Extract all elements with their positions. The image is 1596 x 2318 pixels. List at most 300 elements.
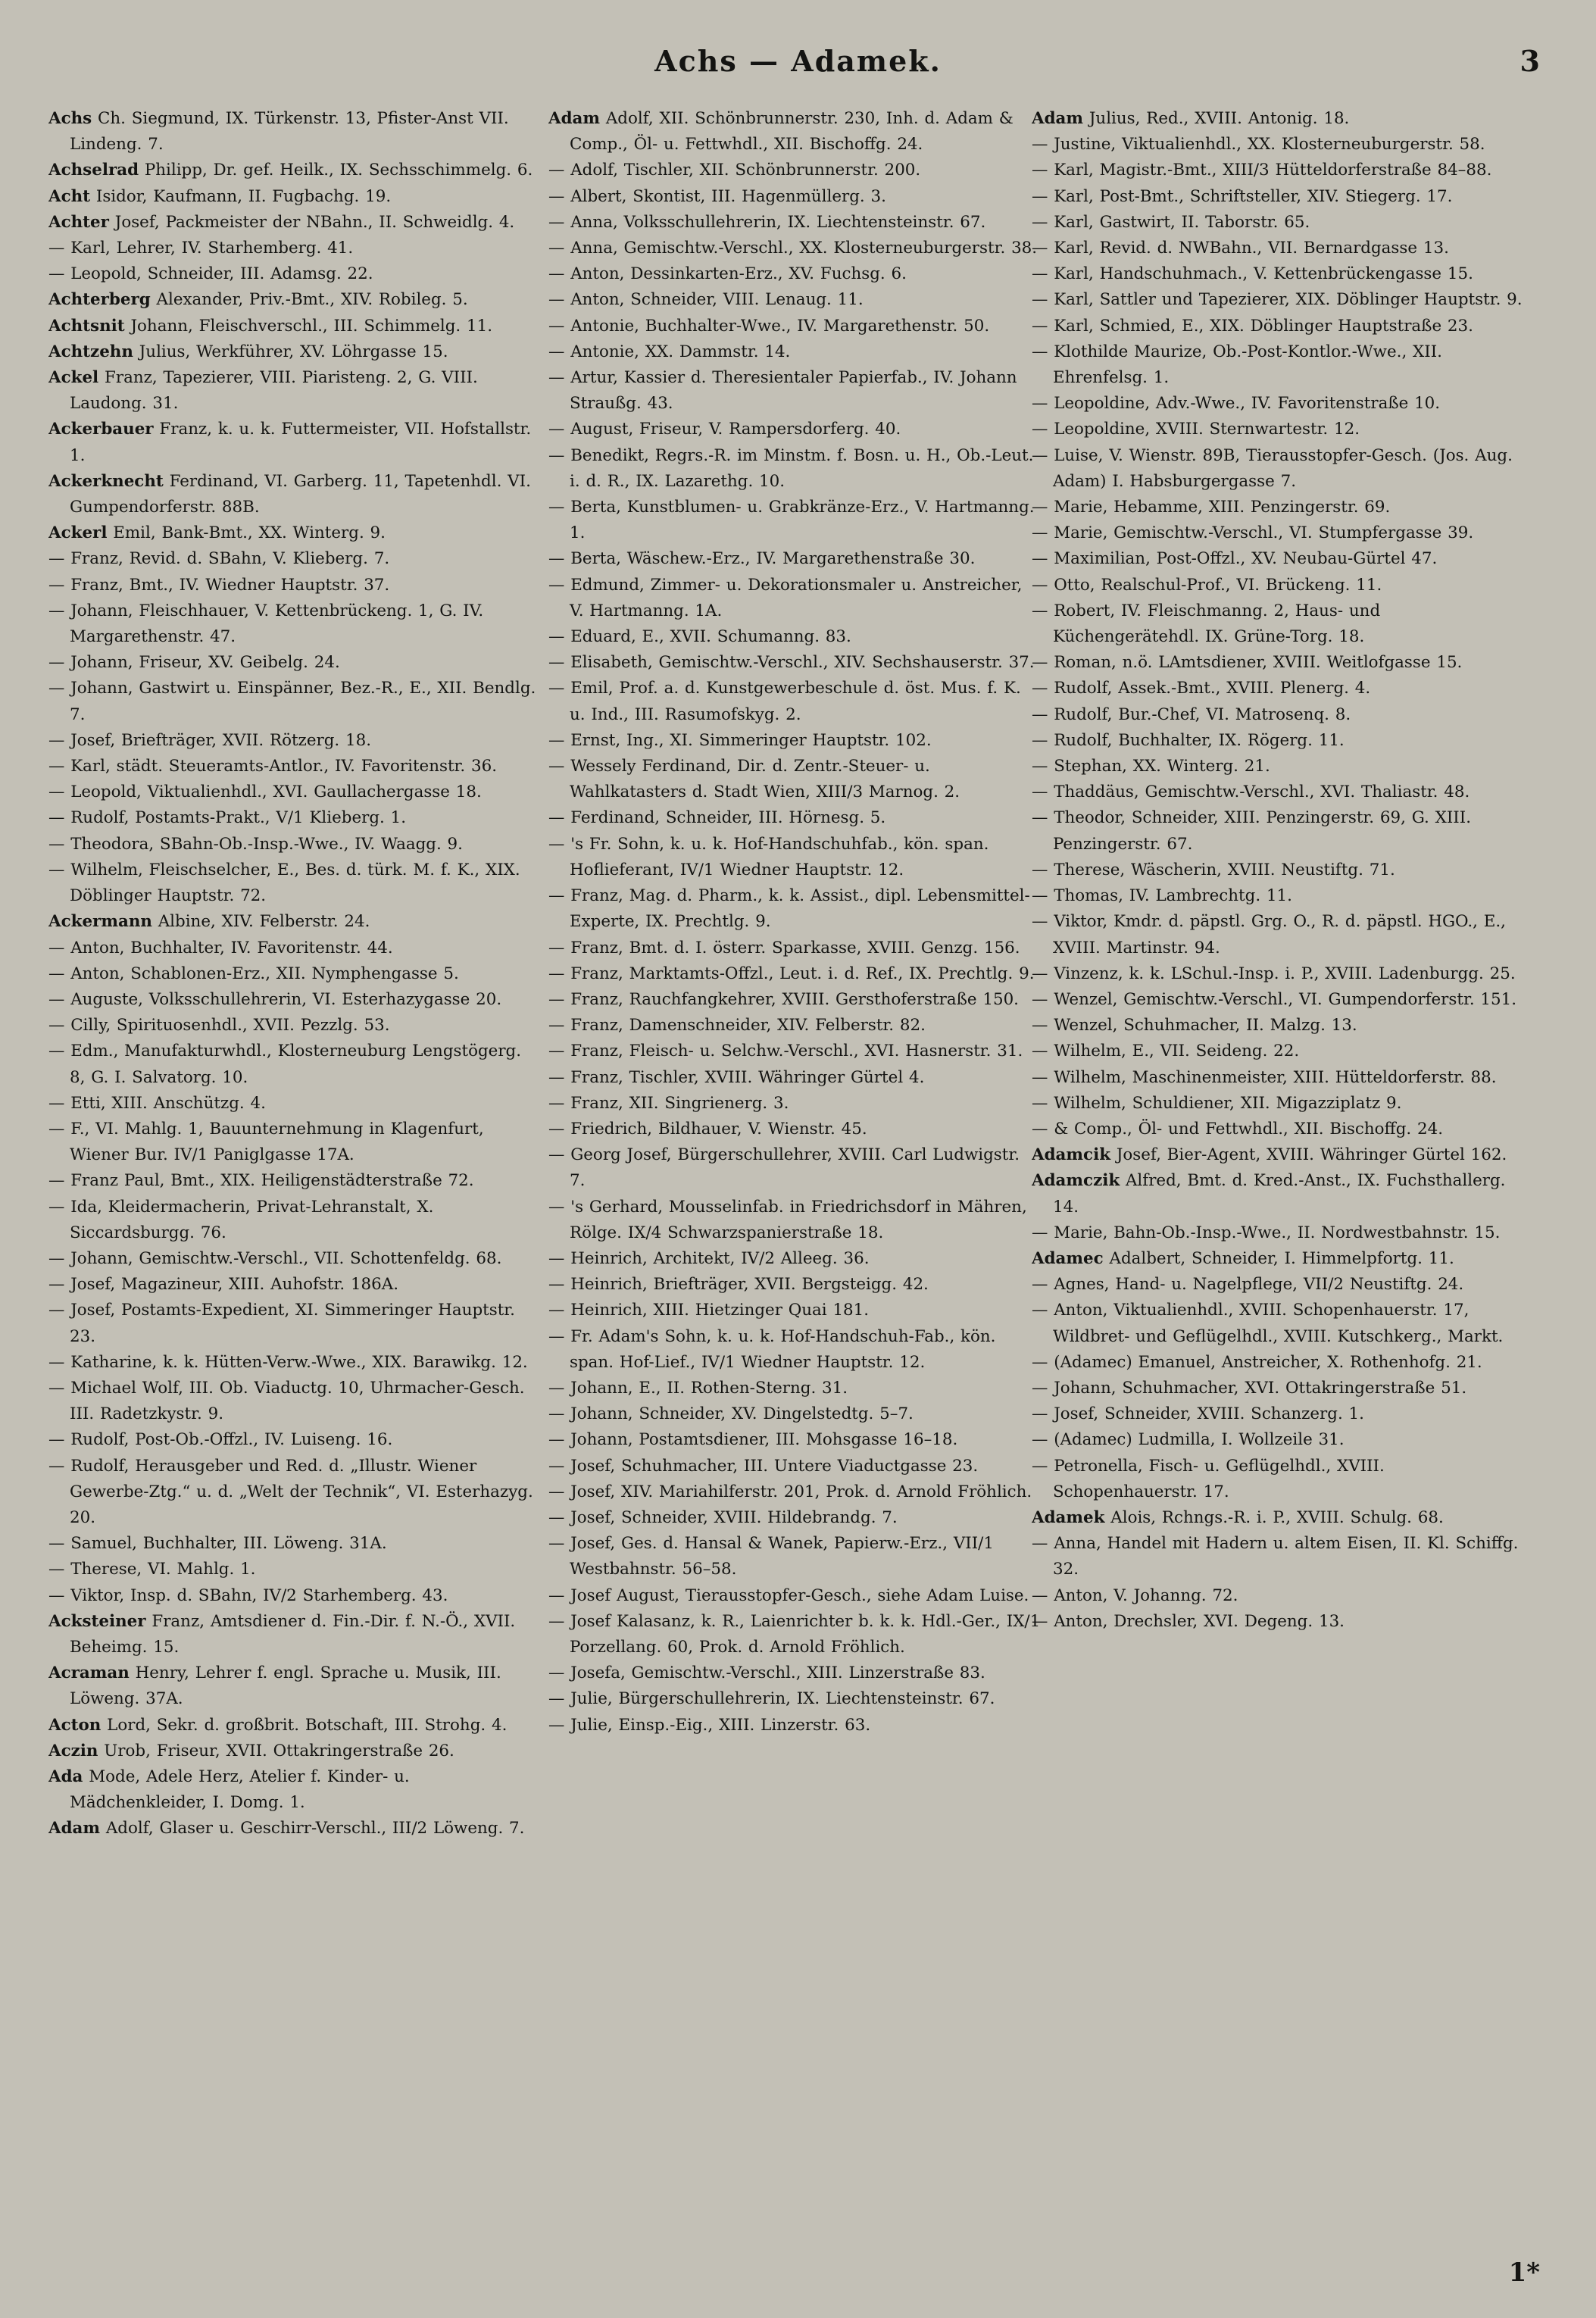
directory-entry (548, 236, 1041, 261)
directory-entry (548, 495, 1041, 546)
directory-entry (548, 1505, 1041, 1531)
entry-surname: Acraman (48, 1664, 130, 1683)
directory-entry (1032, 883, 1524, 909)
entry-text: Adolf, XII. Schönbrunnerstr. 230, Inh. d. Adam & Comp., Öl- u. Fettwhdl., XII. Bischoffg. 24. (570, 109, 1014, 155)
entry-text: — Cilly, Spirituosenhdl., XVII. Pezzlg. 53. (48, 1016, 390, 1036)
directory-entry (1032, 987, 1524, 1013)
directory-entry (48, 832, 541, 858)
entry-text: — Josef, Schneider, XVIII. Hildebrandg. 7. (548, 1507, 898, 1527)
directory-entry (1032, 1401, 1524, 1427)
directory-entry (548, 546, 1041, 572)
entry-text: — Josef, Schuhmacher, III. Untere Viaductgasse 23. (548, 1456, 979, 1476)
directory-entry (48, 1660, 541, 1712)
directory-entry (48, 106, 541, 158)
running-head: Achs — Adamek. (654, 44, 942, 78)
directory-entry (1032, 184, 1524, 210)
entry-text: — Johann, Gemischtw.-Verschl., VII. Schottenfeldg. 68. (48, 1248, 502, 1268)
entry-text: — August, Friseur, V. Rampersdorferg. 40. (548, 420, 901, 439)
entry-text: — Rudolf, Bur.-Chef, VI. Matrosenq. 8. (1032, 704, 1351, 724)
directory-entry (1032, 443, 1524, 495)
entry-text: — Leopold, Schneider, III. Adamsg. 22. (48, 264, 373, 284)
directory-entry (48, 1350, 541, 1376)
entry-text: — Elisabeth, Gemischtw.-Verschl., XIV. Sechshauserstr. 37. (548, 653, 1035, 673)
entry-text: — Wilhelm, E., VII. Seideng. 22. (1032, 1042, 1300, 1061)
entry-text: — Ferdinand, Schneider, III. Hörnesg. 5. (548, 808, 886, 828)
directory-entry (1032, 546, 1524, 572)
directory-entry (548, 1660, 1041, 1686)
directory-entry (1032, 1427, 1524, 1453)
entry-text: — Anton, Dessinkarten-Erz., XV. Fuchsg. 6. (548, 264, 907, 284)
directory-entry (48, 1764, 541, 1816)
entry-text: — Johann, Schneider, XV. Dingelstedtg. 5–7. (548, 1404, 914, 1424)
directory-entry (548, 1713, 1041, 1738)
directory-entry (548, 1401, 1041, 1427)
directory-entry (48, 1531, 541, 1557)
entry-text: — Josef August, Tierausstopfer-Gesch., siehe Adam Luise. (548, 1585, 1029, 1605)
entry-text: Henry, Lehrer f. engl. Sprache u. Musik, III. Löweng. 37A. (70, 1664, 501, 1709)
entry-text: — Heinrich, XIII. Hietzinger Quai 181. (548, 1301, 870, 1320)
entry-text: — Etti, XIII. Anschützg. 4. (48, 1093, 266, 1113)
directory-entry (1032, 858, 1524, 883)
entry-text: — Josef, Postamts-Expedient, XI. Simmeringer Hauptstr. 23. (48, 1301, 515, 1346)
entry-text: — Josef, Magazineur, XIII. Auhofstr. 186A. (48, 1275, 399, 1295)
entry-text: — Johann, E., II. Rothen-Sterng. 31. (548, 1378, 848, 1398)
entry-text: — Franz, Marktamts-Offzl., Leut. i. d. Ref., IX. Prechtlg. 9. (548, 964, 1035, 983)
entry-text: — Karl, Handschuhmach., V. Kettenbrückengasse 15. (1032, 264, 1473, 284)
directory-entry (48, 676, 541, 727)
directory-entry (548, 832, 1041, 883)
directory-entry (548, 1065, 1041, 1091)
directory-entry (1032, 702, 1524, 728)
entry-text: — Marie, Gemischtw.-Verschl., VI. Stumpfergasse 39. (1032, 523, 1474, 543)
directory-entry (48, 805, 541, 831)
directory-entry (1032, 1220, 1524, 1246)
entry-text: Urob, Friseur, XVII. Ottakringerstraße 26. (104, 1741, 454, 1760)
entry-text: — Karl, Revid. d. NWBahn., VII. Bernardgasse 13. (1032, 239, 1449, 258)
entry-text: — Otto, Realschul-Prof., VI. Brückeng. 11. (1032, 575, 1382, 595)
column-middle (548, 106, 1041, 2288)
directory-entry (48, 987, 541, 1013)
entry-text: — Franz, Tischler, XVIII. Währinger Gürtel 4. (548, 1067, 925, 1087)
entry-text: — Wenzel, Schuhmacher, II. Malzg. 13. (1032, 1016, 1357, 1036)
directory-entry (548, 805, 1041, 831)
directory-entry (1032, 1505, 1524, 1531)
directory-entry (548, 987, 1041, 1013)
entry-text: — Katharine, k. k. Hütten-Verw.-Wwe., XIX. Barawikg. 12. (48, 1352, 528, 1372)
directory-entry (548, 1531, 1041, 1582)
entry-text: — Stephan, XX. Winterg. 21. (1032, 757, 1270, 776)
directory-entry (1032, 1454, 1524, 1505)
entry-text: — Leopold, Viktualienhdl., XVI. Gaullachergasse 18. (48, 783, 482, 802)
entry-text: — Franz, Bmt., IV. Wiedner Hauptstr. 37. (48, 575, 390, 595)
entry-text: — Rudolf, Postamts-Prakt., V/1 Klieberg. 1. (48, 808, 407, 828)
directory-entry (48, 365, 541, 417)
directory-entry (1032, 1298, 1524, 1349)
directory-entry (548, 417, 1041, 442)
directory-entry (48, 573, 541, 598)
directory-entry (48, 314, 541, 339)
entry-text: — Robert, IV. Fleischmanng. 2, Haus- und Küchengerätehdl. IX. Grüne-Torg. 18. (1032, 601, 1381, 647)
entry-text: — Adolf, Tischler, XII. Schönbrunnerstr. 200. (548, 161, 921, 180)
entry-text: Alois, Rchngs.-R. i. P., XVIII. Schulg. 68. (1110, 1507, 1444, 1527)
entry-surname: Ackel (48, 368, 99, 388)
entry-text: — Julie, Einsp.-Eig., XIII. Linzerstr. 63. (548, 1715, 871, 1735)
directory-entry (48, 909, 541, 935)
entry-text: Josef, Packmeister der NBahn., II. Schweidlg. 4. (114, 212, 515, 232)
entry-text: — Albert, Skontist, III. Hagenmüllerg. 3. (548, 186, 886, 206)
directory-entry (48, 287, 541, 313)
entry-surname: Adamcik (1032, 1145, 1111, 1165)
directory-entry (548, 339, 1041, 365)
entry-surname: Adamczik (1032, 1171, 1120, 1191)
directory-entry (1032, 961, 1524, 987)
directory-entry (548, 184, 1041, 210)
directory-entry (48, 1713, 541, 1738)
entry-text: Julius, Werkführer, XV. Löhrgasse 15. (139, 342, 448, 361)
directory-entry (48, 339, 541, 365)
directory-entry (48, 1246, 541, 1272)
directory-entry (48, 1272, 541, 1298)
entry-text: — Anton, Viktualienhdl., XVIII. Schopenhauerstr. 17, Wildbret- und Geflügelhdl., XVIII. Kutschkerg., Markt. (1032, 1301, 1504, 1346)
directory-entry (48, 779, 541, 805)
directory-entry (48, 728, 541, 754)
directory-entry (548, 158, 1041, 183)
directory-entry (1032, 754, 1524, 779)
directory-entry (548, 1272, 1041, 1298)
directory-entry (48, 469, 541, 520)
directory-entry (48, 236, 541, 261)
entry-text: — Karl, städt. Steueramts-Antlor., IV. Favoritenstr. 36. (48, 757, 498, 776)
entry-surname: Achselrad (48, 161, 139, 180)
entry-text: — Auguste, Volksschullehrerin, VI. Esterhazygasse 20. (48, 989, 502, 1009)
entry-text: — Samuel, Buchhalter, III. Löweng. 31A. (48, 1534, 387, 1554)
entry-surname: Achtsnit (48, 316, 125, 336)
directory-entry (1032, 495, 1524, 520)
entry-surname: Achtzehn (48, 342, 133, 361)
entry-text: — Wenzel, Gemischtw.-Verschl., VI. Gumpendorferstr. 151. (1032, 989, 1517, 1009)
directory-entry (48, 261, 541, 287)
directory-entry (548, 883, 1041, 935)
column-right (1032, 106, 1524, 2288)
directory-entry (548, 287, 1041, 313)
entry-text: — Anton, Schneider, VIII. Lenaug. 11. (548, 290, 864, 310)
entry-surname: Ackerl (48, 523, 108, 543)
entry-text: — Eduard, E., XVII. Schumanng. 83. (548, 627, 851, 647)
directory-entry (1032, 391, 1524, 417)
entry-surname: Adam (48, 1819, 101, 1838)
entry-text: — Agnes, Hand- u. Nagelpflege, VII/2 Neustiftg. 24. (1032, 1275, 1464, 1295)
directory-entry (548, 1246, 1041, 1272)
entry-text: — Josef, Ges. d. Hansal & Wanek, Papierw.-Erz., VII/1 Westbahnstr. 56–58. (548, 1534, 994, 1579)
signature-mark: 1* (1508, 2257, 1540, 2288)
entry-text: — Georg Josef, Bürgerschullehrer, XVIII. Carl Ludwigstr. 7. (548, 1145, 1020, 1191)
entry-text: — Anna, Handel mit Hadern u. altem Eisen, II. Kl. Schiffg. 32. (1032, 1534, 1519, 1579)
entry-text: — Josefa, Gemischtw.-Verschl., XIII. Linzerstraße 83. (548, 1664, 985, 1683)
entry-text: — Franz, Damenschneider, XIV. Felberstr. 82. (548, 1016, 926, 1036)
entry-text: — Ernst, Ing., XI. Simmeringer Hauptstr. 102. (548, 730, 932, 750)
entry-surname: Ada (48, 1767, 83, 1786)
directory-entry (548, 1091, 1041, 1117)
directory-entry (1032, 1609, 1524, 1635)
entry-text: — Theodor, Schneider, XIII. Penzingerstr. 69, G. XIII. Penzingerstr. 67. (1032, 808, 1471, 854)
directory-entry (548, 443, 1041, 495)
entry-text: Adalbert, Schneider, I. Himmelpfortg. 11. (1109, 1248, 1454, 1268)
entry-text: — Anna, Volksschullehrerin, IX. Liechtensteinstr. 67. (548, 212, 986, 232)
directory-entry (548, 961, 1041, 987)
directory-entry (1032, 805, 1524, 857)
entry-surname: Ackerbauer (48, 420, 154, 439)
entry-text: — Anton, Drechsler, XVI. Degeng. 13. (1032, 1611, 1345, 1631)
entry-text: — Klothilde Maurize, Ob.-Post-Kontlor.-Wwe., XII. Ehrenfelsg. 1. (1032, 342, 1442, 388)
entry-text: — Rudolf, Buchhalter, IX. Rögerg. 11. (1032, 730, 1345, 750)
directory-entry (548, 1142, 1041, 1194)
entry-text: Albine, XIV. Felberstr. 24. (158, 912, 370, 932)
entry-text: — Leopoldine, Adv.-Wwe., IV. Favoritenstraße 10. (1032, 394, 1441, 414)
entry-text: Alexander, Priv.-Bmt., XIV. Robileg. 5. (156, 290, 468, 310)
entry-text: — Franz, Fleisch- u. Selchw.-Verschl., XVI. Hasnerstr. 31. (548, 1042, 1023, 1061)
entry-text: — Karl, Magistr.-Bmt., XIII/3 Hütteldorferstraße 84–88. (1032, 161, 1492, 180)
entry-text: Josef, Bier-Agent, XVIII. Währinger Gürtel 162. (1116, 1145, 1507, 1165)
entry-text: — (Adamec) Emanuel, Anstreicher, X. Rothenhofg. 21. (1032, 1352, 1482, 1372)
directory-entry (548, 365, 1041, 417)
directory-entry (548, 314, 1041, 339)
entry-text: — Emil, Prof. a. d. Kunstgewerbeschule d. öst. Mus. f. K. u. Ind., III. Rasumofskyg. 2. (548, 679, 1021, 724)
entry-text: — Karl, Gastwirt, II. Taborstr. 65. (1032, 212, 1310, 232)
entry-text: Johann, Fleischverschl., III. Schimmelg. 11. (130, 316, 493, 336)
directory-entry (548, 1583, 1041, 1609)
entry-text: — Anton, V. Johanng. 72. (1032, 1585, 1238, 1605)
entry-text: — Antonie, Buchhalter-Wwe., IV. Margarethenstr. 50. (548, 316, 990, 336)
directory-entry (1032, 210, 1524, 236)
directory-entry (1032, 236, 1524, 261)
directory-entry (548, 573, 1041, 624)
entry-text: — Luise, V. Wienstr. 89B, Tierausstopfer-Gesch. (Jos. Aug. Adam) I. Habsburgergasse 7. (1032, 445, 1513, 491)
entry-text: — Edmund, Zimmer- u. Dekorationsmaler u. Anstreicher, V. Hartmanng. 1A. (548, 575, 1023, 620)
directory-entry (548, 1117, 1041, 1142)
entry-text: — Therese, VI. Mahlg. 1. (48, 1560, 256, 1579)
directory-entry (48, 598, 541, 650)
directory-entry (548, 1013, 1041, 1039)
entry-text: — Petronella, Fisch- u. Geflügelhdl., XVIII. Schopenhauerstr. 17. (1032, 1456, 1385, 1501)
entry-surname: Achterberg (48, 290, 151, 310)
entry-text: — Anton, Buchhalter, IV. Favoritenstr. 44. (48, 938, 393, 958)
entry-text: Emil, Bank-Bmt., XX. Winterg. 9. (113, 523, 386, 543)
entry-text: — Berta, Kunstblumen- u. Grabkränze-Erz., V. Hartmanng. 1. (548, 498, 1035, 543)
entry-text: Franz, Tapezierer, VIII. Piaristeng. 2, G. VIII. Laudong. 31. (70, 368, 478, 414)
entry-text: — Roman, n.ö. LAmtsdiener, XVIII. Weitlofgasse 15. (1032, 653, 1463, 673)
entry-surname: Achs (48, 109, 92, 128)
directory-entry (1032, 573, 1524, 598)
directory-entry (48, 520, 541, 546)
entry-text: Adolf, Glaser u. Geschirr-Verschl., III/2 Löweng. 7. (105, 1819, 525, 1838)
entry-text: — Wessely Ferdinand, Dir. d. Zentr.-Steuer- u. Wahlkatasters d. Stadt Wien, XIII/3 Marnog. 2. (548, 757, 960, 802)
directory-entry (1032, 676, 1524, 701)
entry-text: — Justine, Viktualienhdl., XX. Klosterneuburgerstr. 58. (1032, 135, 1485, 155)
directory-entry (1032, 1168, 1524, 1220)
directory-entry (48, 210, 541, 236)
directory-entry (548, 106, 1041, 158)
entry-text: — Anton, Schablonen-Erz., XII. Nymphengasse 5. (48, 964, 459, 983)
directory-entry (1032, 1065, 1524, 1091)
entry-surname: Adam (548, 109, 601, 128)
directory-entry (1032, 909, 1524, 961)
entry-surname: Adamek (1032, 1507, 1105, 1527)
column-left (48, 106, 541, 2288)
entry-text: — Josef, XIV. Mariahilferstr. 201, Prok. d. Arnold Fröhlich. (548, 1482, 1032, 1501)
directory-entry (548, 1039, 1041, 1064)
entry-text: — Heinrich, Architekt, IV/2 Alleeg. 36. (548, 1248, 870, 1268)
directory-entry (548, 754, 1041, 805)
entry-text: — Wilhelm, Maschinenmeister, XIII. Hütteldorferstr. 88. (1032, 1067, 1497, 1087)
entry-text: — Karl, Sattler und Tapezierer, XIX. Döblinger Hauptstr. 9. (1032, 290, 1523, 310)
entry-text: — Ida, Kleidermacherin, Privat-Lehranstalt, X. Siccardsburgg. 76. (48, 1197, 434, 1242)
directory-entry (1032, 650, 1524, 676)
directory-entry (548, 1298, 1041, 1323)
directory-entry (48, 546, 541, 572)
entry-text: — Franz, Bmt. d. I. österr. Sparkasse, XVIII. Genzg. 156. (548, 938, 1020, 958)
directory-entry (1032, 598, 1524, 650)
entry-text: — Karl, Post-Bmt., Schriftsteller, XIV. Stiegerg. 17. (1032, 186, 1453, 206)
entry-text: — 's Gerhard, Mousselinfab. in Friedrichsdorf in Mähren, Rölge. IX/4 Schwarzspanierstraße 18. (548, 1197, 1027, 1242)
directory-entry (48, 1195, 541, 1246)
directory-entry (548, 936, 1041, 961)
entry-text: — Wilhelm, Schuldiener, XII. Migazziplatz 9. (1032, 1093, 1402, 1113)
entry-text: — Josef, Schneider, XVIII. Schanzerg. 1. (1032, 1404, 1364, 1424)
page-number: 3 (1519, 44, 1540, 78)
entry-text: — Viktor, Insp. d. SBahn, IV/2 Starhemberg. 43. (48, 1585, 448, 1605)
entry-surname: Ackerknecht (48, 471, 164, 491)
entry-surname: Acht (48, 186, 91, 206)
directory-entry (48, 650, 541, 676)
directory-entry (548, 728, 1041, 754)
entry-text: — Fr. Adam's Sohn, k. u. k. Hof-Handschuh-Fab., kön. span. Hof-Lief., IV/1 Wiedner Hauptstr. 12. (548, 1326, 996, 1372)
entry-text: — Julie, Bürgerschullehrerin, IX. Liechtensteinstr. 67. (548, 1689, 995, 1709)
directory-entry (1032, 779, 1524, 805)
directory-entry (48, 961, 541, 987)
entry-text: — Wilhelm, Fleischselcher, E., Bes. d. türk. M. f. K., XIX. Döblinger Hauptstr. 72. (48, 860, 520, 906)
directory-entry (548, 1479, 1041, 1505)
directory-entry (1032, 1117, 1524, 1142)
entry-text: — & Comp., Öl- und Fettwhdl., XII. Bischoffg. 24. (1032, 1119, 1444, 1139)
directory-entry (548, 1609, 1041, 1660)
directory-entry (1032, 287, 1524, 313)
directory-entry (48, 1816, 541, 1842)
entry-text: — (Adamec) Ludmilla, I. Wollzeile 31. (1032, 1430, 1345, 1450)
entry-text: — Marie, Bahn-Ob.-Insp.-Wwe., II. Nordwestbahnstr. 15. (1032, 1223, 1501, 1242)
entry-text: — Therese, Wäscherin, XVIII. Neustiftg. 71. (1032, 860, 1395, 879)
directory-entry (1032, 417, 1524, 442)
entry-text: — Rudolf, Post-Ob.-Offzl., IV. Luiseng. 16. (48, 1430, 393, 1450)
entry-text: — Franz, Revid. d. SBahn, V. Klieberg. 7. (48, 549, 390, 569)
directory-entry (1032, 158, 1524, 183)
entry-text: — Berta, Wäschew.-Erz., IV. Margarethenstraße 30. (548, 549, 976, 569)
directory-entry (1032, 132, 1524, 158)
entry-text: Isidor, Kaufmann, II. Fugbachg. 19. (95, 186, 392, 206)
directory-entry (48, 936, 541, 961)
entry-surname: Adam (1032, 109, 1084, 128)
directory-entry (48, 1738, 541, 1764)
entry-text: — Thomas, IV. Lambrechtg. 11. (1032, 886, 1292, 906)
entry-text: Philipp, Dr. gef. Heilk., IX. Sechsschimmelg. 6. (144, 161, 533, 180)
directory-entry (548, 1195, 1041, 1246)
directory-entry (1032, 261, 1524, 287)
directory-entry (48, 1427, 541, 1453)
entry-text: — Rudolf, Assek.-Bmt., XVIII. Plenerg. 4. (1032, 679, 1371, 698)
directory-entry (48, 1609, 541, 1660)
entry-text: — Maximilian, Post-Offzl., XV. Neubau-Gürtel 47. (1032, 549, 1438, 569)
directory-entry (1032, 314, 1524, 339)
entry-text: — Friedrich, Bildhauer, V. Wienstr. 45. (548, 1119, 867, 1139)
directory-entry (48, 1013, 541, 1039)
entry-text: — Anna, Gemischtw.-Verschl., XX. Klosterneuburgerstr. 38. (548, 239, 1038, 258)
entry-text: — Johann, Friseur, XV. Geibelg. 24. (48, 653, 340, 673)
entry-text: — Johann, Gastwirt u. Einspänner, Bez.-R., E., XII. Bendlg. 7. (48, 679, 536, 724)
entry-text: — Michael Wolf, III. Ob. Viaductg. 10, Uhrmacher-Gesch. III. Radetzkystr. 9. (48, 1378, 525, 1424)
entry-text: — Viktor, Kmdr. d. päpstl. Grg. O., R. d. päpstl. HGO., E., XVIII. Martinstr. 94. (1032, 912, 1506, 958)
directory-entry (548, 650, 1041, 676)
directory-entry (548, 624, 1041, 650)
entry-text: Franz, Amtsdiener d. Fin.-Dir. f. N.-Ö., XVII. Beheimg. 15. (70, 1611, 516, 1657)
directory-entry (1032, 1376, 1524, 1401)
directory-entry (48, 1168, 541, 1194)
directory-entry (1032, 1272, 1524, 1298)
entry-surname: Adamec (1032, 1248, 1104, 1268)
directory-entry (1032, 520, 1524, 546)
entry-text: — Franz Paul, Bmt., XIX. Heiligenstädterstraße 72. (48, 1171, 474, 1191)
directory-entry (48, 1039, 541, 1090)
directory-entry (48, 1117, 541, 1168)
entry-text: Mode, Adele Herz, Atelier f. Kinder- u. Mädchenkleider, I. Domg. 1. (70, 1767, 410, 1813)
entry-text: — Benedikt, Regrs.-R. im Minstm. f. Bosn. u. H., Ob.-Leut. i. d. R., IX. Lazarethg. 10. (548, 445, 1034, 491)
directory-entry (548, 1324, 1041, 1376)
directory-entry (548, 1454, 1041, 1479)
directory-entry (1032, 1091, 1524, 1117)
directory-entry (48, 1557, 541, 1582)
entry-surname: Ackermann (48, 912, 152, 932)
directory-entry (48, 1583, 541, 1609)
entry-text: — F., VI. Mahlg. 1, Bauunternehmung in Klagenfurt, Wiener Bur. IV/1 Paniglgasse 17A. (48, 1119, 484, 1165)
directory-entry (548, 1686, 1041, 1712)
entry-text: — Johann, Schuhmacher, XVI. Ottakringerstraße 51. (1032, 1378, 1467, 1398)
entry-surname: Aczin (48, 1741, 98, 1760)
directory-entry (1032, 1013, 1524, 1039)
entry-text: — Artur, Kassier d. Theresientaler Papierfab., IV. Johann Straußg. 43. (548, 368, 1017, 414)
entry-surname: Achter (48, 212, 109, 232)
entry-text: — Antonie, XX. Dammstr. 14. (548, 342, 791, 361)
directory-entry (1032, 1039, 1524, 1064)
entry-text: — 's Fr. Sohn, k. u. k. Hof-Handschuhfab., kön. span. Hoflieferant, IV/1 Wiedner Hauptstr. 12. (548, 834, 989, 879)
entry-text: — Heinrich, Briefträger, XVII. Bergsteigg. 42. (548, 1275, 929, 1295)
entry-text: — Vinzenz, k. k. LSchul.-Insp. i. P., XVIII. Ladenburgg. 25. (1032, 964, 1516, 983)
directory-entry (548, 1376, 1041, 1401)
entry-surname: Acksteiner (48, 1611, 146, 1631)
entry-text: Franz, k. u. k. Futtermeister, VII. Hofstallstr. 1. (70, 420, 532, 465)
directory-entry (1032, 1583, 1524, 1609)
directory-entry (1032, 106, 1524, 132)
entry-text: Alfred, Bmt. d. Kred.-Anst., IX. Fuchsthallerg. 14. (1053, 1171, 1506, 1217)
directory-entry (1032, 728, 1524, 754)
directory-entry (1032, 1350, 1524, 1376)
directory-entry (48, 158, 541, 183)
directory-entry (48, 417, 541, 468)
directory-entry (1032, 1142, 1524, 1168)
directory-entry (548, 1427, 1041, 1453)
directory-entry (48, 1454, 541, 1532)
entry-text: — Franz, XII. Singrienerg. 3. (548, 1093, 789, 1113)
entry-surname: Acton (48, 1715, 102, 1735)
entry-text: — Theodora, SBahn-Ob.-Insp.-Wwe., IV. Waagg. 9. (48, 834, 463, 854)
entry-text: — Marie, Hebamme, XIII. Penzingerstr. 69. (1032, 498, 1391, 517)
